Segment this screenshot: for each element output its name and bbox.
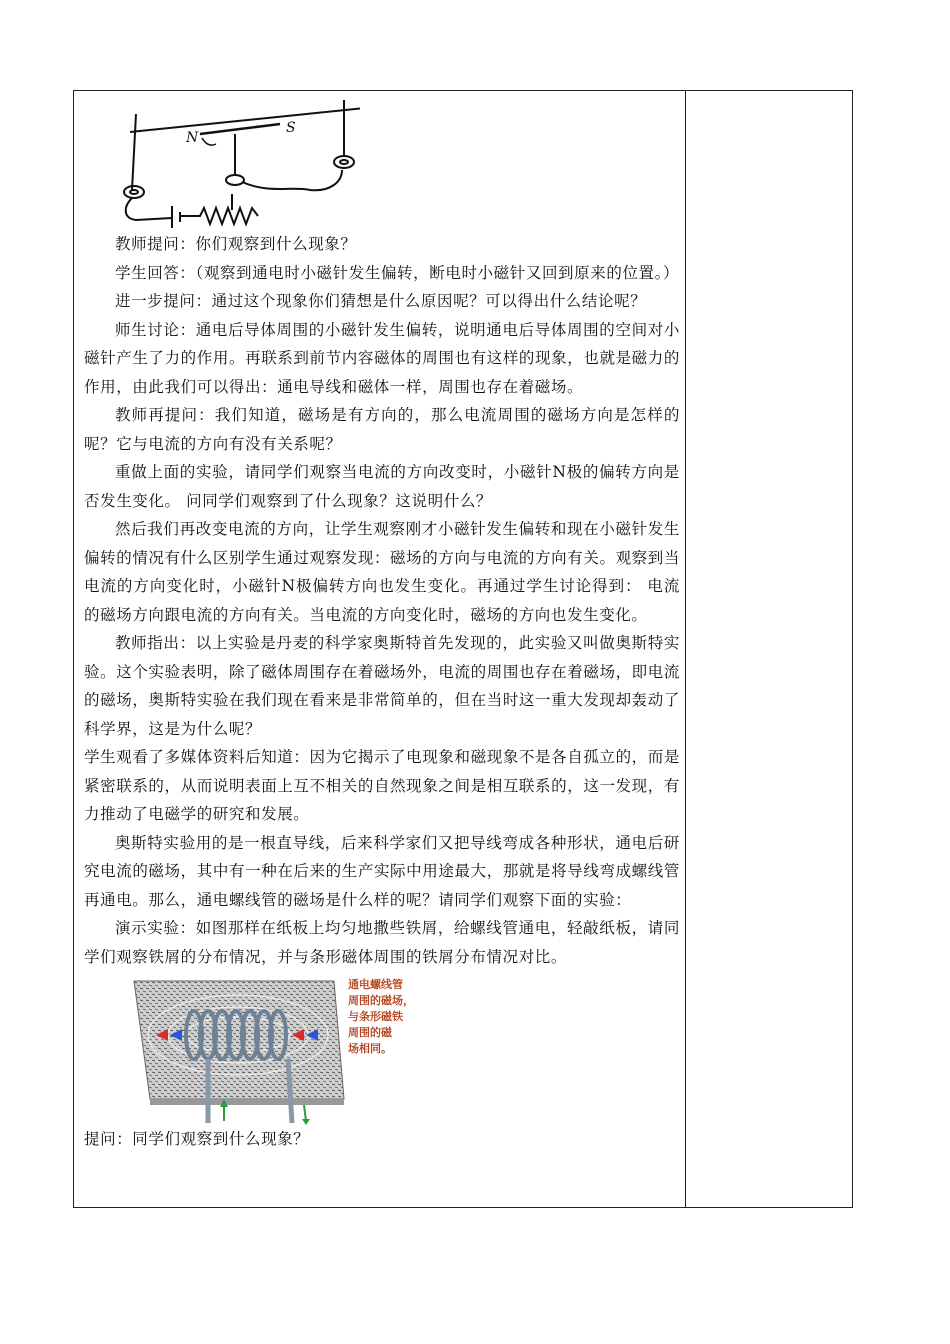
paragraph: 教师提问：你们观察到什么现象？ [115,235,357,253]
paragraph: 师生讨论：通电后导体周围的小磁针发生偏转，说明通电后导体周围的空间对小磁针产生了力的作用。再联系到前节内容磁体的周围也有这样的现象，也就是磁力的作用，由此我们可以得出：通电导线和磁体一样，周围也存在着磁场。 [84,320,680,396]
paragraph: 学生回答：（观察到通电时小磁针发生偏转，断电时小磁针又回到原来的位置。） [115,263,680,282]
paragraph: 奥斯特实验用的是一根直导线，后来科学家们又把导线弯成各种形状，通电后研究电流的磁场，其中有一种在后来的生产实际中用途最大，那就是将导线弯成螺线管再通电。那么，通电螺线管的磁场是什么样的呢？请同学们观察下面的实验： [84,833,680,909]
solenoid-iron-filings-figure [128,975,348,1125]
caption-line: 通电螺线管 [348,978,403,991]
caption-line: 场相同。 [348,1042,392,1055]
caption-line: 周围的磁 [348,1026,392,1039]
oersted-circuit-diagram [120,94,360,230]
paragraph: 学生观看了多媒体资料后知道：因为它揭示了电现象和磁现象不是各自孤立的，而是紧密联系的，从而说明表面上互不相关的自然现象之间是相互联系的，这一发现，有力推动了电磁学的研究和发展。 [84,748,680,823]
paragraph: 重做上面的实验，请同学们观察当电流的方向改变时，小磁针N极的偏转方向是否发生变化。 问同学们观察到了什么现象？这说明什么？ [84,463,680,510]
paragraph: 进一步提问：通过这个现象你们猜想是什么原因呢？可以得出什么结论呢？ [115,292,647,310]
caption-line: 与条形磁铁 [348,1010,403,1023]
paragraph: 然后我们再改变电流的方向，让学生观察刚才小磁针发生偏转和现在小磁针发生偏转的情况有什么区别学生通过观察发现：磁场的方向与电流的方向有关。观察到当电流的方向变化时，小磁针N极偏转方向也发生变化。再通过学生讨论得到： 电流的磁场方向跟电流的方向有关。当电流的方向变化时，磁场的方向也发生变化。 [84,520,680,624]
paragraph: 演示实验：如图那样在纸板上均匀地撒些铁屑，给螺线管通电，轻敲纸板，请同学们观察铁屑的分布情况，并与条形磁体周围的铁屑分布情况对比。 [84,919,680,966]
paragraph: 提问：同学们观察到什么现象？ [84,1130,310,1148]
caption-line: 周围的磁场， [348,994,414,1007]
solenoid-caption [348,977,458,1057]
paragraph: 教师指出：以上实验是丹麦的科学家奥斯特首先发现的，此实验又叫做奥斯特实验。这个实验表明，除了磁体周围存在着磁场外，电流的周围也存在着磁场，即电流的磁场，奥斯特实验在我们现在看来是非常简单的，但在当时这一重大发现却轰动了科学界，这是为什么呢？ [84,634,680,738]
solenoid-figure [128,975,458,1125]
south-pole-label: S [286,120,296,136]
lesson-content [84,90,680,1154]
paragraph: 教师再提问：我们知道，磁场是有方向的，那么电流周围的磁场方向是怎样的呢？它与电流的方向有没有关系呢？ [84,406,680,453]
column-divider [685,90,686,1208]
north-pole-label: N [186,130,199,146]
